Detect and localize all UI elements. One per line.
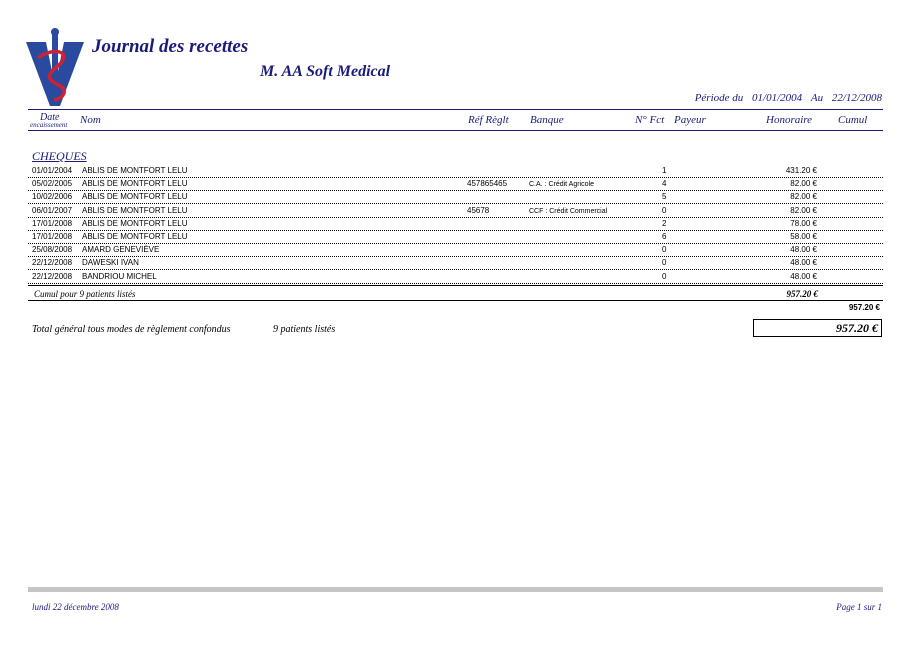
row-banque: CCF : Crédit Commercial	[529, 207, 608, 215]
cumul-value: 957.20 €	[786, 289, 818, 299]
row-nfct: 5	[662, 192, 667, 202]
grand-total-box	[753, 319, 882, 337]
row-nfct: 0	[662, 258, 667, 268]
row-honoraire: 48.00 €	[790, 245, 817, 255]
footer-page-number: Page 1 sur 1	[836, 602, 882, 612]
row-banque: C.A. : Crédit Agricole	[529, 181, 594, 189]
row-nfct: 1	[662, 166, 667, 175]
row-honoraire: 58.00 €	[790, 232, 817, 241]
row-honoraire: 48.00 €	[790, 258, 817, 268]
table-row	[28, 230, 883, 244]
table-row	[28, 204, 883, 218]
row-honoraire: 48.00 €	[790, 271, 817, 281]
row-nom: DAWESKI IVAN	[82, 258, 139, 268]
row-nfct: 0	[662, 271, 667, 281]
row-nom: BANDRIOU MICHEL	[82, 271, 157, 281]
cumul-top-rule	[28, 285, 883, 286]
footer-bar	[28, 587, 883, 592]
row-date: 05/02/2005	[32, 179, 73, 189]
period-from: 01/01/2004	[752, 92, 803, 104]
row-nom: ABLIS DE MONTFORT LELU	[82, 166, 188, 175]
period-to: 22/12/2008	[831, 92, 882, 104]
col-header-honoraire: Honoraire	[766, 114, 813, 126]
grand-total-label: Total général tous modes de règlement confondus	[32, 324, 231, 335]
row-nom: ABLIS DE MONTFORT LELU	[82, 192, 188, 202]
section-total: 957.20 €	[848, 303, 880, 312]
row-date: 10/02/2006	[32, 192, 73, 202]
table-row	[28, 270, 883, 284]
row-nfct: 4	[662, 179, 667, 189]
col-header-date: Date	[40, 112, 60, 123]
table-row	[28, 190, 883, 204]
col-header-banque: Banque	[530, 114, 564, 126]
table-row	[28, 243, 883, 257]
section-title: CHEQUES	[32, 149, 87, 163]
col-header-cumul: Cumul	[838, 114, 868, 126]
row-ref: 45678	[467, 205, 490, 215]
table-row	[28, 164, 883, 178]
footer-date: lundi 22 décembre 2008	[32, 602, 119, 612]
row-nom: ABLIS DE MONTFORT LELU	[82, 218, 188, 228]
row-nfct: 0	[662, 205, 667, 215]
cumul-bottom-rule	[28, 300, 883, 301]
row-nfct: 0	[662, 245, 667, 255]
header-top-rule	[28, 109, 883, 110]
header-bottom-rule	[28, 130, 883, 131]
period-label: Période du	[694, 92, 744, 104]
row-nom: ABLIS DE MONTFORT LELU	[82, 205, 188, 215]
row-date: 22/12/2008	[32, 271, 73, 281]
row-date: 22/12/2008	[32, 258, 73, 268]
col-header-date-sub: encaissement	[30, 121, 68, 129]
col-header-ref: Réf Règlt	[468, 114, 509, 126]
table-row	[28, 177, 883, 191]
row-honoraire: 82.00 €	[790, 179, 817, 189]
col-header-payeur: Payeur	[674, 114, 706, 126]
row-nom: ABLIS DE MONTFORT LELU	[82, 232, 188, 241]
row-date: 17/01/2008	[32, 232, 73, 241]
table-row	[28, 217, 883, 231]
row-nfct: 2	[662, 218, 667, 228]
caduceus-logo-icon	[24, 28, 86, 108]
row-date: 06/01/2007	[32, 205, 73, 215]
row-date: 01/01/2004	[32, 166, 73, 175]
row-nfct: 6	[662, 232, 667, 241]
table-row	[28, 256, 883, 270]
row-nom: ABLIS DE MONTFORT LELU	[82, 179, 188, 189]
col-header-nom: Nom	[80, 114, 101, 126]
period-range	[689, 92, 882, 104]
row-date: 25/08/2008	[32, 245, 73, 255]
practitioner-name: M. AA Soft Medical	[260, 63, 391, 80]
report-title: Journal des recettes	[92, 36, 249, 57]
grand-total-count: 9 patients listés	[273, 324, 336, 335]
row-honoraire: 82.00 €	[790, 205, 817, 215]
cumul-label: Cumul pour 9 patients listés	[34, 289, 136, 299]
row-honoraire: 431.20 €	[785, 166, 817, 175]
row-honoraire: 78.00 €	[790, 218, 817, 228]
row-date: 17/01/2008	[32, 218, 73, 228]
row-ref: 457865465	[467, 179, 508, 189]
period-mid: Au	[810, 92, 824, 104]
row-honoraire: 82.00 €	[790, 192, 817, 202]
grand-total-value: 957.20 €	[836, 321, 878, 335]
row-nom: AMARD GENEVIÈVE	[82, 245, 160, 255]
col-header-nfct: N° Fct	[635, 114, 665, 126]
